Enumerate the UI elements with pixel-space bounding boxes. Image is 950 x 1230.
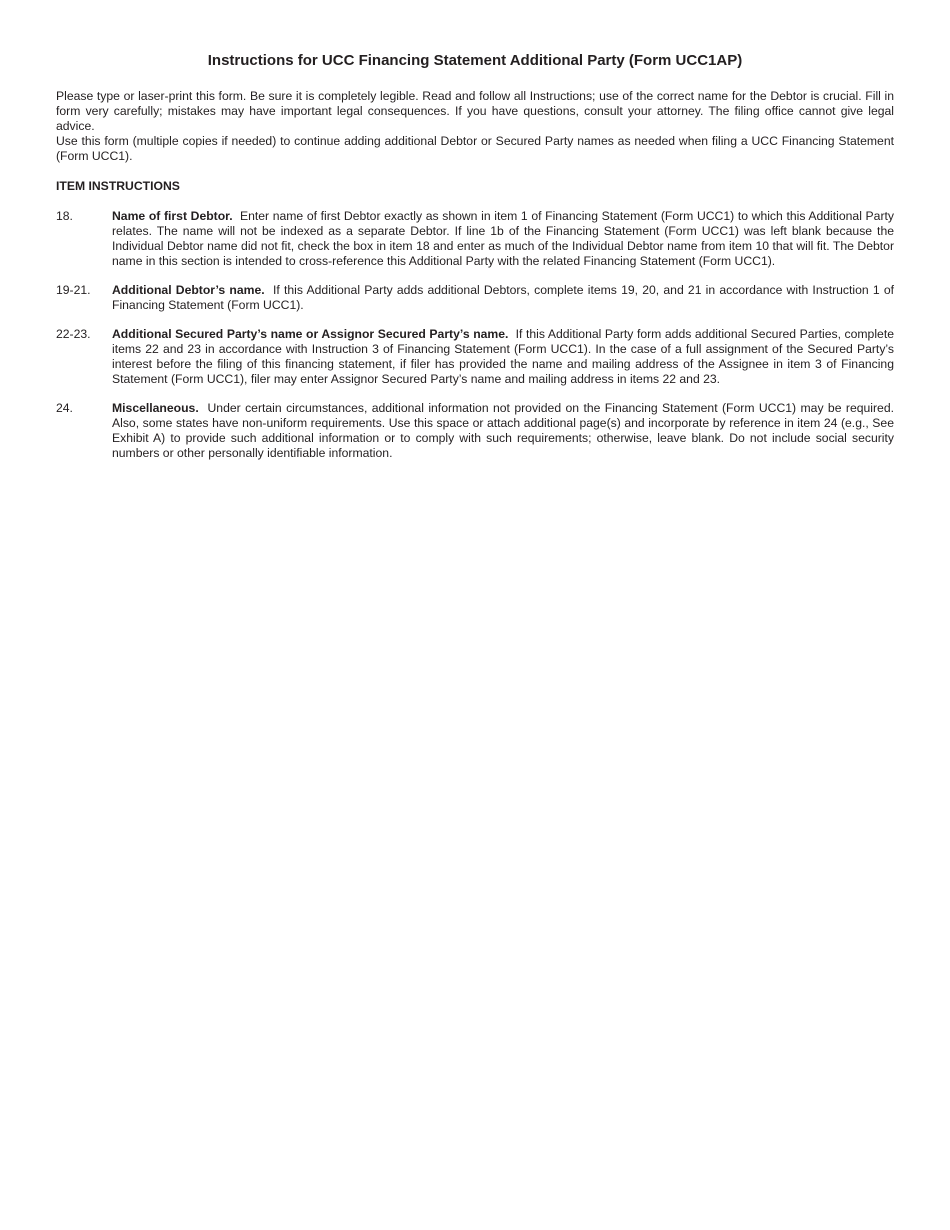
- item-number: 24.: [56, 401, 73, 415]
- item-body: [112, 401, 894, 461]
- item-number: 19-21.: [56, 283, 91, 297]
- item-number: 22-23.: [56, 327, 91, 341]
- item-text: Enter name of first Debtor exactly as shown in item 1 of Financing Statement (Form UCC1) to which this Additional Party relates. The name will not be indexed as a separate Debtor. If line 1b of the Financing Statement (Form UCC1) was left blank because the Individual Debtor name did not fit, check the box in item 18 and enter as much of the Individual Debtor name from item 10 that will fit. The Debtor name in this section is intended to cross-reference this Additional Party with the related Financing Statement (Form UCC1).: [112, 209, 894, 268]
- instruction-item-18: [56, 209, 894, 269]
- intro-section: [56, 89, 894, 164]
- intro-paragraph: Use this form (multiple copies if needed) to continue adding additional Debtor or Secured Party names as needed when filing a UCC Financing Statement (Form UCC1).: [56, 134, 894, 163]
- item-text: If this Additional Party form adds additional Secured Parties, complete items 22 and 23 in accordance with Instruction 3 of Financing Statement (Form UCC1). In the case of a full assignment of the Secured Party’s interest before the filing of this financing statement, if filer has provided the name and mailing address of the Assignee in item 3 of Financing Statement (Form UCC1), filer may enter Assignor Secured Party’s name and mailing address in items 22 and 23.: [112, 327, 894, 386]
- page-title: Instructions for UCC Financing Statement Additional Party (Form UCC1AP): [207, 52, 743, 69]
- item-list: [56, 209, 894, 461]
- item-body: [112, 327, 894, 387]
- item-number: 18.: [56, 209, 73, 223]
- item-label: Miscellaneous.: [112, 401, 199, 415]
- section-heading: ITEM INSTRUCTIONS: [56, 179, 180, 193]
- item-body: [112, 209, 894, 269]
- item-body: [112, 283, 894, 313]
- item-label: Name of first Debtor.: [112, 209, 233, 223]
- item-label: Additional Secured Party’s name or Assignor Secured Party’s name.: [112, 327, 509, 341]
- item-label: Additional Debtor’s name.: [112, 283, 265, 297]
- instructions-page: [56, 50, 894, 475]
- intro-paragraph: Please type or laser-print this form. Be sure it is completely legible. Read and follow all Instructions; use of the correct name for the Debtor is crucial. Fill in form very carefully; mistakes may have important legal consequences. If you have questions, consult your attorney. The filing office cannot give legal advice.: [56, 89, 894, 133]
- item-text: Under certain circumstances, additional information not provided on the Financing Statement (Form UCC1) may be required. Also, some states have non-uniform requirements. Use this space or attach additional page(s) and incorporate by reference in item 24 (e.g., See Exhibit A) to provide such additional information or to comply with such requirements; otherwise, leave blank. Do not include social security numbers or other personally identifiable information.: [112, 401, 894, 460]
- item-text: If this Additional Party adds additional Debtors, complete items 19, 20, and 21 in accordance with Instruction 1 of Financing Statement (Form UCC1).: [112, 283, 894, 312]
- instruction-item-22-23: [56, 327, 894, 387]
- instruction-item-24: [56, 401, 894, 461]
- instruction-item-19-21: [56, 283, 894, 313]
